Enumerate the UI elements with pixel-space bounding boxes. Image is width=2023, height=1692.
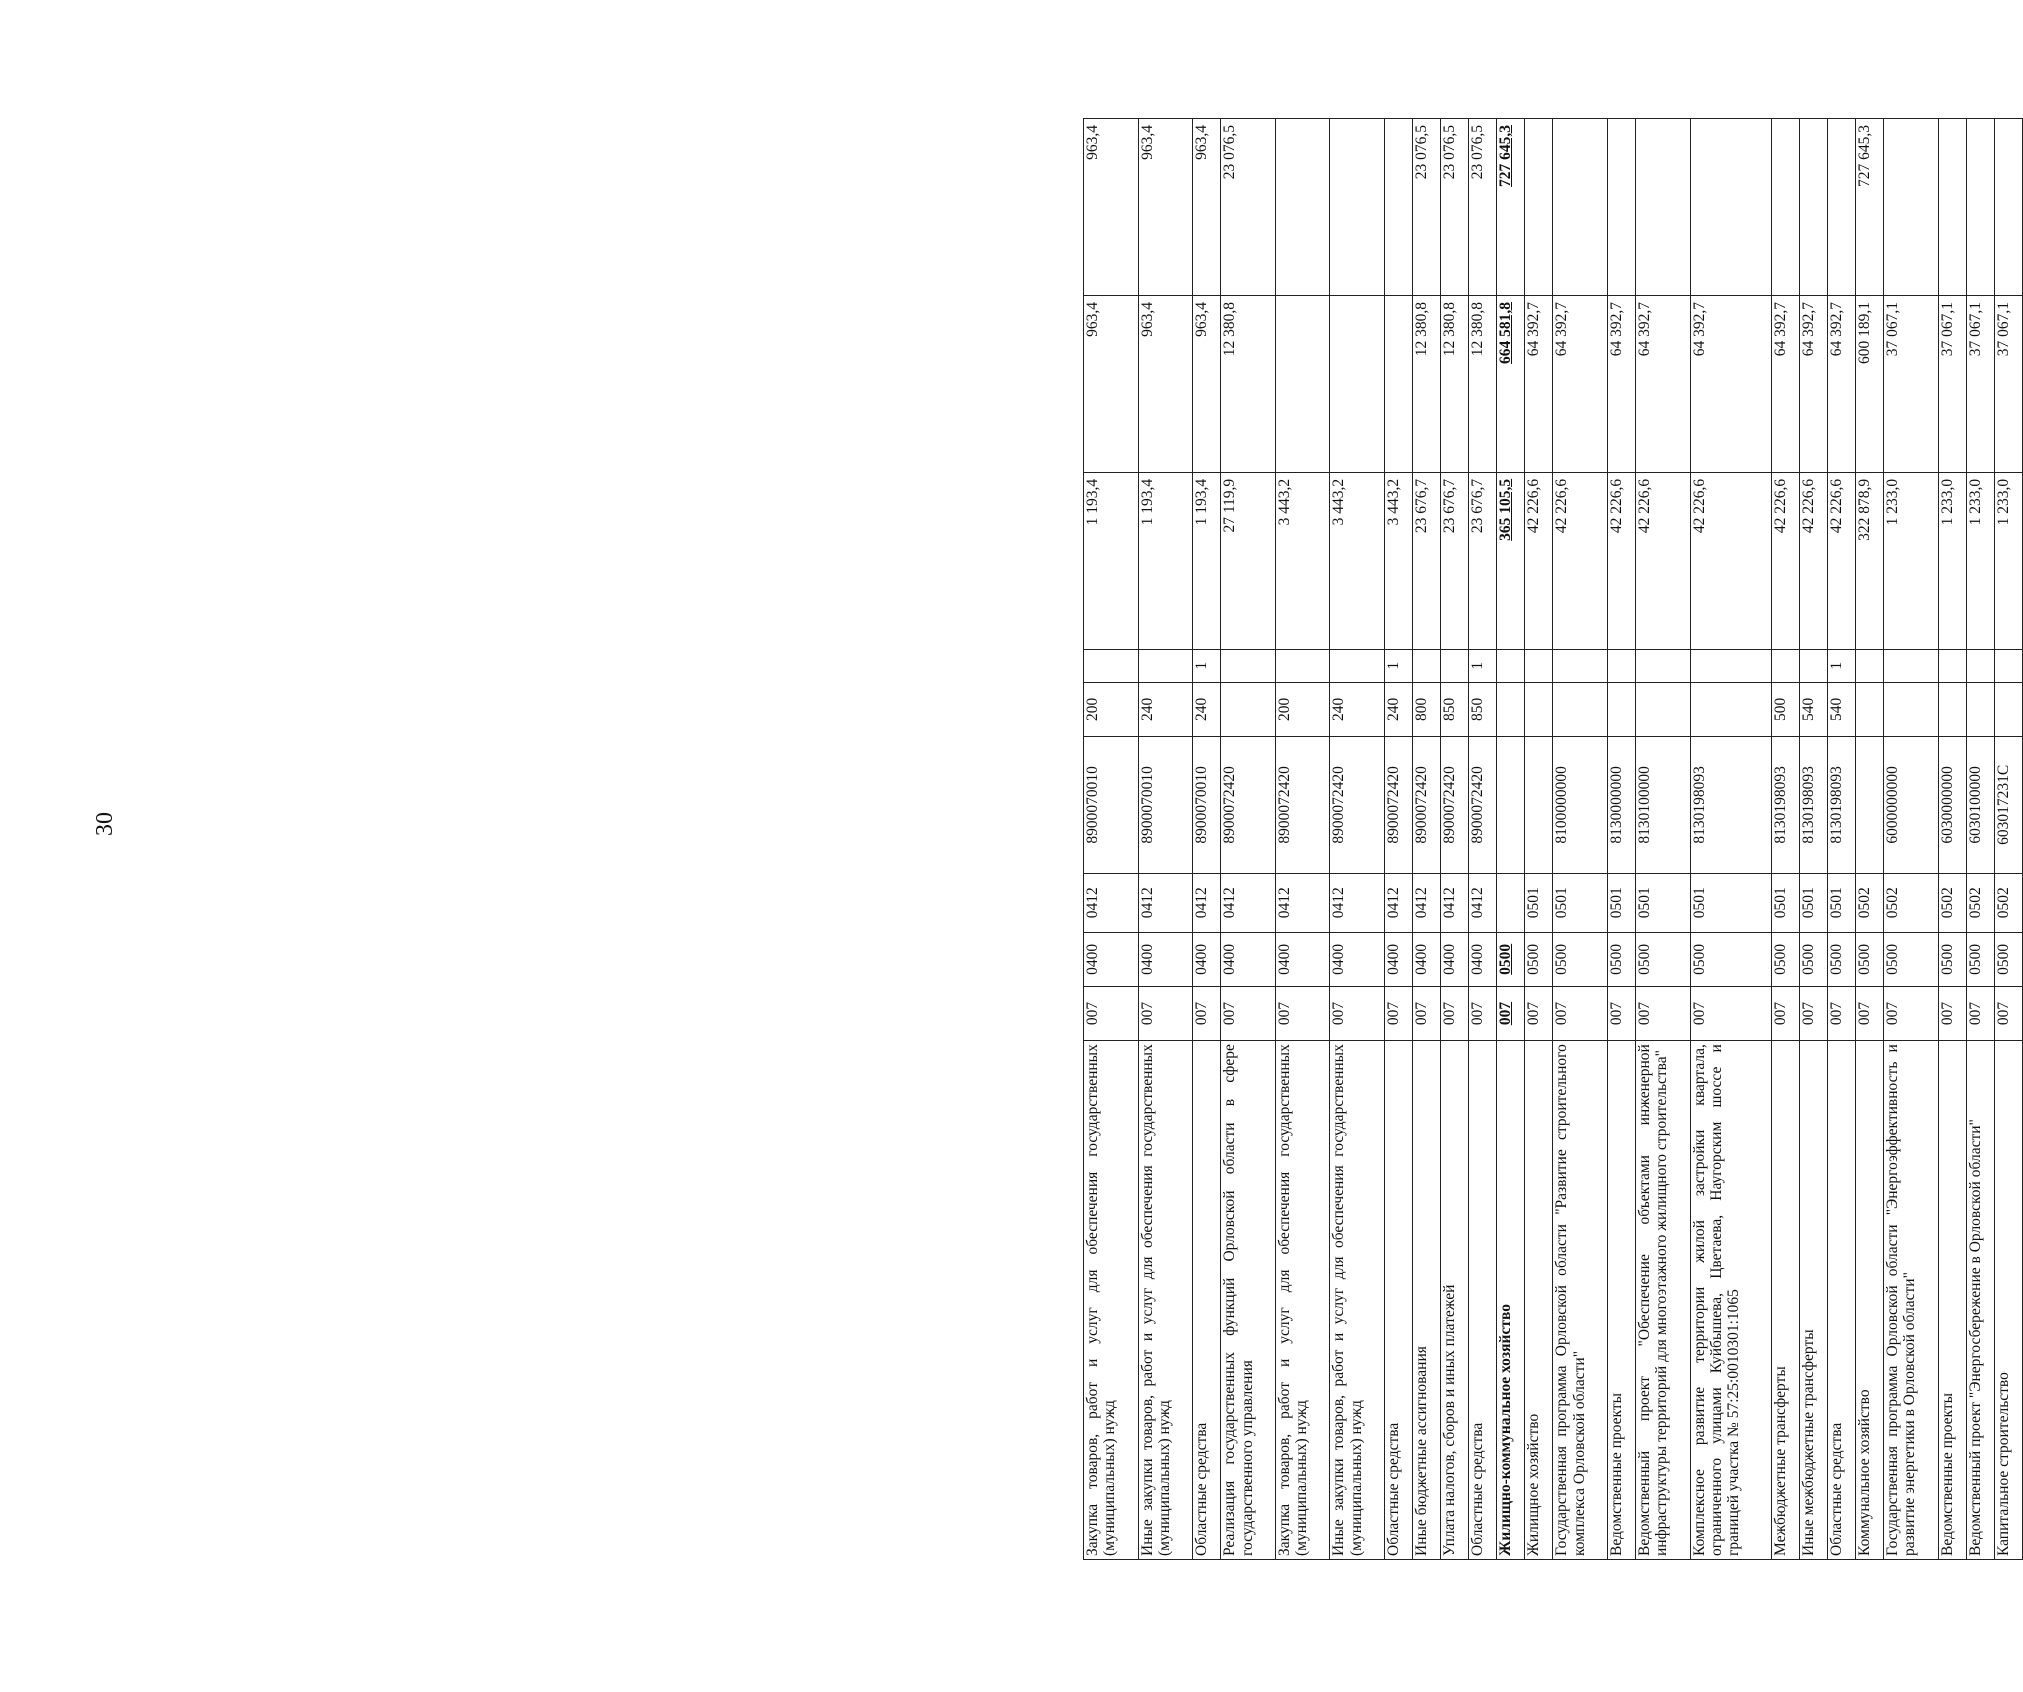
table-row <box>1413 119 1441 1560</box>
cell-desc: Иные межбюджетные трансферты <box>1799 1041 1827 1560</box>
table-row <box>1084 119 1139 1560</box>
cell-desc: Государственная программа Орловской области "Развитие строительного комплекса Орловской области" <box>1553 1041 1608 1560</box>
cell-target: 6030000000 <box>1938 736 1966 873</box>
cell-admin: 007 <box>1497 986 1525 1040</box>
cell-subsection: 0412 <box>1275 873 1330 932</box>
cell-admin: 007 <box>1608 986 1636 1040</box>
cell-target <box>1497 736 1525 873</box>
cell-flag <box>1799 649 1827 682</box>
cell-desc: Комплексное развитие территории жилой застройки квартала, ограниченного улицами Куйбышева, Цветаева, Наугорским шоссе и границей участка № 57:25:0010301:1065 <box>1690 1041 1771 1560</box>
cell-v3 <box>1275 119 1330 296</box>
table-row <box>1441 119 1469 1560</box>
cell-section: 0400 <box>1275 932 1330 986</box>
cell-admin: 007 <box>1690 986 1771 1040</box>
cell-v1: 42 226,6 <box>1690 472 1771 649</box>
cell-desc: Коммунальное хозяйство <box>1855 1041 1883 1560</box>
cell-type: 540 <box>1799 682 1827 736</box>
cell-section: 0500 <box>1525 932 1553 986</box>
cell-desc: Областные средства <box>1193 1041 1221 1560</box>
cell-section: 0500 <box>1497 932 1525 986</box>
cell-v3: 23 076,5 <box>1469 119 1497 296</box>
cell-target: 8900072420 <box>1275 736 1330 873</box>
cell-subsection: 0501 <box>1553 873 1608 932</box>
cell-v3: 23 076,5 <box>1413 119 1441 296</box>
cell-flag <box>1608 649 1636 682</box>
cell-v3 <box>1636 119 1691 296</box>
table-row <box>1827 119 1855 1560</box>
cell-section: 0400 <box>1330 932 1385 986</box>
cell-target: 8100000000 <box>1553 736 1608 873</box>
cell-section: 0500 <box>1608 932 1636 986</box>
cell-subsection: 0412 <box>1469 873 1497 932</box>
cell-admin: 007 <box>1441 986 1469 1040</box>
cell-section: 0500 <box>1855 932 1883 986</box>
cell-v1: 23 676,7 <box>1413 472 1441 649</box>
cell-v2: 64 392,7 <box>1636 295 1691 472</box>
table-row <box>1525 119 1553 1560</box>
cell-section: 0400 <box>1193 932 1221 986</box>
cell-desc: Ведомственные проекты <box>1608 1041 1636 1560</box>
cell-section: 0500 <box>1827 932 1855 986</box>
cell-v3: 963,4 <box>1193 119 1221 296</box>
cell-section: 0400 <box>1413 932 1441 986</box>
cell-admin: 007 <box>1855 986 1883 1040</box>
table-row <box>1193 119 1221 1560</box>
cell-section: 0400 <box>1385 932 1413 986</box>
cell-section: 0400 <box>1469 932 1497 986</box>
cell-v1: 42 226,6 <box>1771 472 1799 649</box>
cell-desc: Областные средства <box>1469 1041 1497 1560</box>
cell-v3 <box>1525 119 1553 296</box>
table-row <box>1994 119 2022 1560</box>
cell-v1: 1 233,0 <box>1938 472 1966 649</box>
cell-type: 200 <box>1084 682 1139 736</box>
cell-desc: Иные бюджетные ассигнования <box>1413 1041 1441 1560</box>
cell-flag: 1 <box>1827 649 1855 682</box>
cell-type <box>1690 682 1771 736</box>
cell-type <box>1221 682 1276 736</box>
cell-v3 <box>1330 119 1385 296</box>
cell-desc: Иные закупки товаров, работ и услуг для обеспечения государственных (муниципальных) нужд <box>1330 1041 1385 1560</box>
cell-v3 <box>1553 119 1608 296</box>
cell-admin: 007 <box>1221 986 1276 1040</box>
cell-flag <box>1413 649 1441 682</box>
cell-subsection: 0501 <box>1771 873 1799 932</box>
cell-section: 0500 <box>1553 932 1608 986</box>
cell-target: 8900072420 <box>1330 736 1385 873</box>
cell-desc: Ведомственные проекты <box>1938 1041 1966 1560</box>
cell-v1: 42 226,6 <box>1608 472 1636 649</box>
cell-target: 8900070010 <box>1084 736 1139 873</box>
cell-subsection: 0412 <box>1330 873 1385 932</box>
table-row <box>1330 119 1385 1560</box>
cell-admin: 007 <box>1553 986 1608 1040</box>
cell-flag <box>1855 649 1883 682</box>
cell-type: 240 <box>1330 682 1385 736</box>
cell-admin: 007 <box>1771 986 1799 1040</box>
cell-type: 540 <box>1827 682 1855 736</box>
cell-v2: 64 392,7 <box>1799 295 1827 472</box>
cell-v1: 3 443,2 <box>1385 472 1413 649</box>
cell-target: 8900072420 <box>1221 736 1276 873</box>
cell-type: 850 <box>1469 682 1497 736</box>
cell-type <box>1497 682 1525 736</box>
cell-desc: Закупка товаров, работ и услуг для обеспечения государственных (муниципальных) нужд <box>1275 1041 1330 1560</box>
cell-v3 <box>1966 119 1994 296</box>
cell-v1: 27 119,9 <box>1221 472 1276 649</box>
cell-admin: 007 <box>1827 986 1855 1040</box>
cell-desc: Государственная программа Орловской области "Энергоэффективность и развитие энергетики в Орловской области" <box>1884 1041 1939 1560</box>
cell-v3 <box>1385 119 1413 296</box>
table-row <box>1385 119 1413 1560</box>
cell-subsection: 0412 <box>1193 873 1221 932</box>
cell-flag <box>1938 649 1966 682</box>
cell-flag <box>1525 649 1553 682</box>
cell-v2: 12 380,8 <box>1221 295 1276 472</box>
cell-v2: 963,4 <box>1193 295 1221 472</box>
cell-target: 8900072420 <box>1469 736 1497 873</box>
cell-type <box>1608 682 1636 736</box>
table-row <box>1799 119 1827 1560</box>
cell-admin: 007 <box>1938 986 1966 1040</box>
cell-v1: 3 443,2 <box>1275 472 1330 649</box>
cell-subsection: 0501 <box>1799 873 1827 932</box>
cell-v3 <box>1827 119 1855 296</box>
cell-v2: 963,4 <box>1084 295 1139 472</box>
cell-v3 <box>1884 119 1939 296</box>
cell-target: 603017231С <box>1994 736 2022 873</box>
cell-subsection: 0412 <box>1084 873 1139 932</box>
cell-flag <box>1441 649 1469 682</box>
table-row <box>1966 119 1994 1560</box>
cell-section: 0400 <box>1084 932 1139 986</box>
cell-flag <box>1221 649 1276 682</box>
cell-type: 240 <box>1385 682 1413 736</box>
cell-target: 8900072420 <box>1413 736 1441 873</box>
cell-subsection: 0412 <box>1221 873 1276 932</box>
cell-target: 8130198093 <box>1771 736 1799 873</box>
cell-flag: 1 <box>1385 649 1413 682</box>
cell-target: 8900070010 <box>1138 736 1193 873</box>
cell-subsection: 0501 <box>1827 873 1855 932</box>
cell-target: 8900072420 <box>1385 736 1413 873</box>
cell-v1: 42 226,6 <box>1553 472 1608 649</box>
table-row <box>1138 119 1193 1560</box>
cell-desc: Жилищно-коммунальное хозяйство <box>1497 1041 1525 1560</box>
cell-v2: 64 392,7 <box>1553 295 1608 472</box>
cell-flag <box>1966 649 1994 682</box>
cell-v3 <box>1799 119 1827 296</box>
cell-v1: 1 233,0 <box>1994 472 2022 649</box>
cell-v2: 64 392,7 <box>1827 295 1855 472</box>
cell-v1: 3 443,2 <box>1330 472 1385 649</box>
cell-type <box>1855 682 1883 736</box>
cell-desc: Жилищное хозяйство <box>1525 1041 1553 1560</box>
cell-flag <box>1497 649 1525 682</box>
cell-subsection: 0412 <box>1413 873 1441 932</box>
cell-v1: 1 193,4 <box>1193 472 1221 649</box>
cell-desc: Межбюджетные трансферты <box>1771 1041 1799 1560</box>
cell-v2 <box>1275 295 1330 472</box>
cell-admin: 007 <box>1966 986 1994 1040</box>
cell-subsection: 0502 <box>1855 873 1883 932</box>
cell-type <box>1636 682 1691 736</box>
cell-v1: 42 226,6 <box>1799 472 1827 649</box>
cell-flag <box>1330 649 1385 682</box>
cell-v2: 37 067,1 <box>1938 295 1966 472</box>
cell-flag <box>1690 649 1771 682</box>
cell-target: 8130198093 <box>1827 736 1855 873</box>
cell-flag <box>1138 649 1193 682</box>
cell-v1: 42 226,6 <box>1525 472 1553 649</box>
cell-v3: 727 645,3 <box>1497 119 1525 296</box>
cell-flag <box>1636 649 1691 682</box>
cell-flag <box>1994 649 2022 682</box>
cell-subsection: 0412 <box>1385 873 1413 932</box>
cell-v3: 963,4 <box>1138 119 1193 296</box>
cell-v2 <box>1385 295 1413 472</box>
cell-v3 <box>1771 119 1799 296</box>
cell-desc: Капитальное строительство <box>1994 1041 2022 1560</box>
cell-desc: Уплата налогов, сборов и иных платежей <box>1441 1041 1469 1560</box>
cell-v2: 37 067,1 <box>1884 295 1939 472</box>
budget-table-container <box>1083 118 2023 1560</box>
cell-section: 0400 <box>1138 932 1193 986</box>
cell-admin: 007 <box>1385 986 1413 1040</box>
cell-type: 200 <box>1275 682 1330 736</box>
table-row <box>1275 119 1330 1560</box>
cell-desc: Реализация государственных функций Орловской области в сфере государственного управления <box>1221 1041 1276 1560</box>
cell-flag <box>1884 649 1939 682</box>
cell-type: 500 <box>1771 682 1799 736</box>
cell-admin: 007 <box>1275 986 1330 1040</box>
cell-v1: 1 233,0 <box>1884 472 1939 649</box>
cell-subsection <box>1497 873 1525 932</box>
cell-admin: 007 <box>1193 986 1221 1040</box>
cell-subsection: 0502 <box>1884 873 1939 932</box>
cell-admin: 007 <box>1636 986 1691 1040</box>
cell-v2: 664 581,8 <box>1497 295 1525 472</box>
cell-v2: 64 392,7 <box>1690 295 1771 472</box>
cell-v3: 963,4 <box>1084 119 1139 296</box>
cell-target: 8130198093 <box>1690 736 1771 873</box>
cell-target: 6030100000 <box>1966 736 1994 873</box>
cell-subsection: 0501 <box>1525 873 1553 932</box>
cell-v2: 37 067,1 <box>1966 295 1994 472</box>
cell-v2: 37 067,1 <box>1994 295 2022 472</box>
cell-v2: 12 380,8 <box>1413 295 1441 472</box>
cell-section: 0500 <box>1994 932 2022 986</box>
cell-v3: 727 645,3 <box>1855 119 1883 296</box>
table-row <box>1497 119 1525 1560</box>
cell-v2: 64 392,7 <box>1608 295 1636 472</box>
cell-desc: Областные средства <box>1827 1041 1855 1560</box>
cell-section: 0500 <box>1771 932 1799 986</box>
budget-table-body <box>1084 119 2023 1560</box>
cell-v3: 23 076,5 <box>1441 119 1469 296</box>
cell-v1: 322 878,9 <box>1855 472 1883 649</box>
cell-admin: 007 <box>1138 986 1193 1040</box>
cell-v1: 1 193,4 <box>1084 472 1139 649</box>
cell-type <box>1525 682 1553 736</box>
cell-target: 8130100000 <box>1636 736 1691 873</box>
cell-admin: 007 <box>1799 986 1827 1040</box>
cell-v1: 1 193,4 <box>1138 472 1193 649</box>
cell-desc: Закупка товаров, работ и услуг для обеспечения государственных (муниципальных) нужд <box>1084 1041 1139 1560</box>
cell-flag: 1 <box>1193 649 1221 682</box>
table-row <box>1608 119 1636 1560</box>
cell-v1: 42 226,6 <box>1827 472 1855 649</box>
cell-admin: 007 <box>1884 986 1939 1040</box>
cell-subsection: 0502 <box>1938 873 1966 932</box>
cell-v3 <box>1690 119 1771 296</box>
cell-flag <box>1771 649 1799 682</box>
cell-type <box>1994 682 2022 736</box>
table-row <box>1771 119 1799 1560</box>
table-row <box>1469 119 1497 1560</box>
cell-type: 240 <box>1138 682 1193 736</box>
cell-v1: 23 676,7 <box>1469 472 1497 649</box>
cell-subsection: 0501 <box>1608 873 1636 932</box>
cell-v3 <box>1608 119 1636 296</box>
cell-type <box>1938 682 1966 736</box>
cell-type <box>1884 682 1939 736</box>
cell-v1: 1 233,0 <box>1966 472 1994 649</box>
cell-subsection: 0501 <box>1636 873 1691 932</box>
cell-v3 <box>1938 119 1966 296</box>
budget-table <box>1083 118 2023 1560</box>
cell-target: 8130000000 <box>1608 736 1636 873</box>
cell-section: 0400 <box>1441 932 1469 986</box>
cell-target: 8130198093 <box>1799 736 1827 873</box>
cell-section: 0500 <box>1938 932 1966 986</box>
cell-admin: 007 <box>1330 986 1385 1040</box>
cell-subsection: 0502 <box>1994 873 2022 932</box>
table-row <box>1221 119 1276 1560</box>
cell-subsection: 0501 <box>1690 873 1771 932</box>
table-row <box>1884 119 1939 1560</box>
cell-desc: Ведомственный проект "Энергосбережение в Орловской области" <box>1966 1041 1994 1560</box>
cell-v1: 365 105,5 <box>1497 472 1525 649</box>
cell-section: 0500 <box>1690 932 1771 986</box>
cell-type <box>1966 682 1994 736</box>
cell-section: 0500 <box>1799 932 1827 986</box>
cell-v2: 12 380,8 <box>1469 295 1497 472</box>
cell-v2: 12 380,8 <box>1441 295 1469 472</box>
cell-v2: 600 189,1 <box>1855 295 1883 472</box>
cell-v2 <box>1330 295 1385 472</box>
cell-type: 850 <box>1441 682 1469 736</box>
cell-v3 <box>1994 119 2022 296</box>
cell-v2: 64 392,7 <box>1771 295 1799 472</box>
cell-admin: 007 <box>1525 986 1553 1040</box>
page-number: 30 <box>92 812 118 836</box>
cell-admin: 007 <box>1994 986 2022 1040</box>
cell-admin: 007 <box>1469 986 1497 1040</box>
cell-subsection: 0412 <box>1138 873 1193 932</box>
cell-flag <box>1553 649 1608 682</box>
cell-target <box>1525 736 1553 873</box>
cell-subsection: 0412 <box>1441 873 1469 932</box>
table-row <box>1553 119 1608 1560</box>
cell-target: 8900070010 <box>1193 736 1221 873</box>
cell-desc: Иные закупки товаров, работ и услуг для обеспечения государственных (муниципальных) нужд <box>1138 1041 1193 1560</box>
cell-section: 0500 <box>1636 932 1691 986</box>
cell-flag <box>1084 649 1139 682</box>
cell-v1: 42 226,6 <box>1636 472 1691 649</box>
cell-admin: 007 <box>1413 986 1441 1040</box>
table-row <box>1938 119 1966 1560</box>
table-row <box>1636 119 1691 1560</box>
cell-v2: 64 392,7 <box>1525 295 1553 472</box>
cell-section: 0500 <box>1884 932 1939 986</box>
cell-desc: Областные средства <box>1385 1041 1413 1560</box>
cell-flag <box>1275 649 1330 682</box>
cell-target <box>1855 736 1883 873</box>
cell-section: 0400 <box>1221 932 1276 986</box>
cell-target: 8900072420 <box>1441 736 1469 873</box>
cell-section: 0500 <box>1966 932 1994 986</box>
cell-type: 800 <box>1413 682 1441 736</box>
cell-type <box>1553 682 1608 736</box>
cell-target: 6000000000 <box>1884 736 1939 873</box>
cell-type: 240 <box>1193 682 1221 736</box>
table-row <box>1690 119 1771 1560</box>
cell-admin: 007 <box>1084 986 1139 1040</box>
table-row <box>1855 119 1883 1560</box>
cell-v3: 23 076,5 <box>1221 119 1276 296</box>
cell-flag: 1 <box>1469 649 1497 682</box>
cell-desc: Ведомственный проект "Обеспечение объектами инженерной инфраструктуры территорий для многоэтажного жилищного строительства" <box>1636 1041 1691 1560</box>
cell-v1: 23 676,7 <box>1441 472 1469 649</box>
cell-subsection: 0502 <box>1966 873 1994 932</box>
cell-v2: 963,4 <box>1138 295 1193 472</box>
